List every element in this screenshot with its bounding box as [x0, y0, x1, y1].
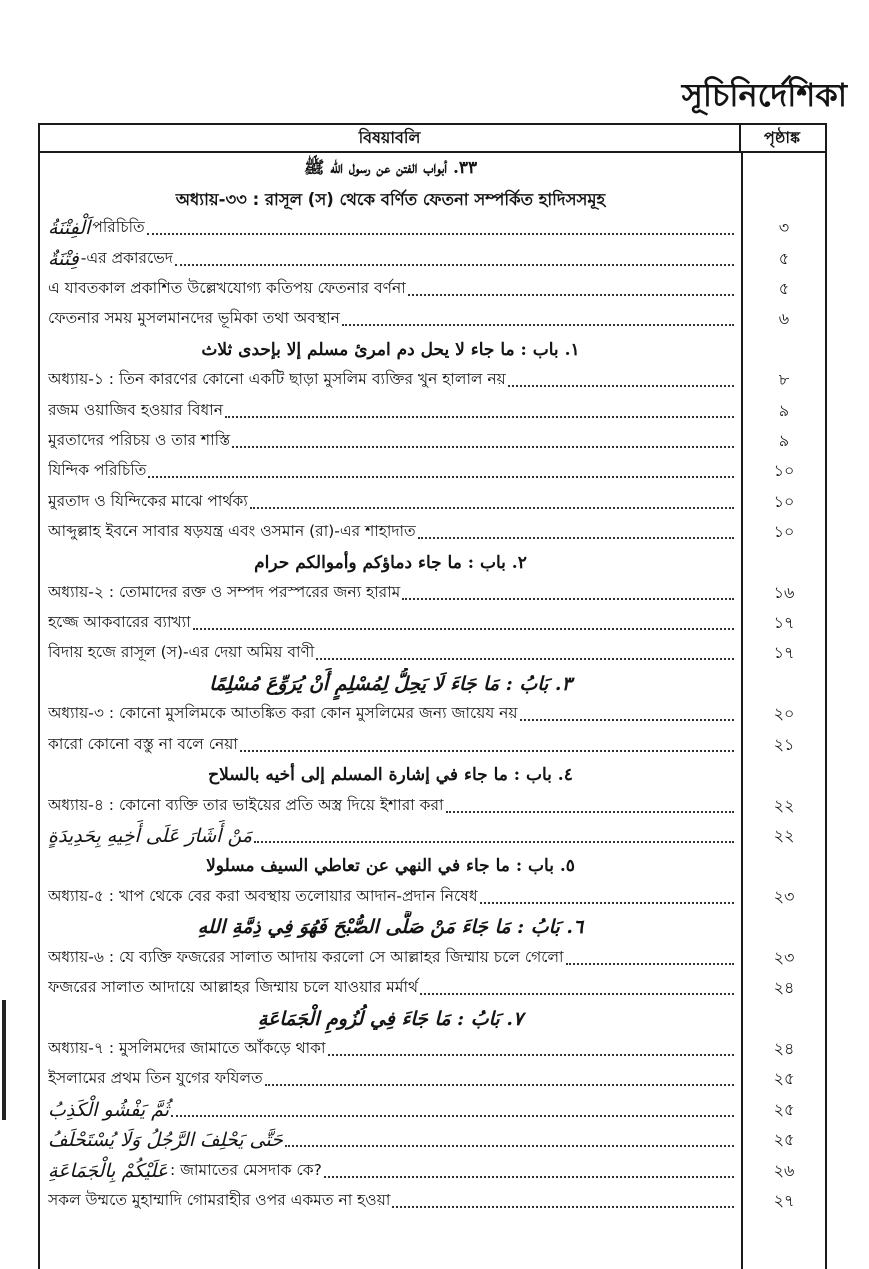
- entry-text: ثُمَّ يَفْشُو الْكَذِبُ: [48, 1099, 170, 1121]
- table-row: [40, 1155, 825, 1187]
- page-number: ২২: [773, 826, 795, 845]
- page-number: ২৪: [773, 978, 795, 997]
- table-row: [40, 790, 825, 822]
- table-row: [40, 455, 825, 487]
- dot-leader: [420, 993, 734, 995]
- entry-text: অধ্যায়-৪ : কোনো ব্যক্তি তার ভাইয়ের প্রতি অস্ত্র দিয়ে ইশারা করা: [48, 796, 444, 814]
- dot-leader: [446, 811, 734, 813]
- entry-text: -এর প্রকারভেদ: [80, 249, 173, 267]
- table-of-contents: [38, 123, 827, 1269]
- page-number: ২৩: [773, 887, 795, 906]
- entry-title: [48, 212, 738, 244]
- entry-text: হজ্জে আকবারের ব্যাখ্যা: [48, 613, 191, 631]
- table-row: [40, 881, 825, 913]
- page-number: ১০: [773, 461, 795, 480]
- entry-text: মুরতাদ ও যিন্দিকের মাঝে পার্থক্য: [48, 492, 248, 510]
- section-heading-row: [40, 547, 825, 579]
- dot-leader: [148, 476, 734, 478]
- table-row: [40, 516, 825, 548]
- section-heading: ٦. بَابُ : مَا جَاءَ مَنْ صَلَّى الصُّبْحَ فَهُوَ فِي ذِمَّةِ اللهِ: [197, 916, 584, 938]
- entry-title: [48, 395, 738, 427]
- entry-text: অধ্যায়-৭ : মুসলিমদের জামাতে আঁকড়ে থাকা: [48, 1039, 326, 1057]
- entry-text: বিদায় হজে রাসূল (স)-এর দেয়া অমিয় বাণী: [48, 643, 315, 661]
- dot-leader: [408, 294, 734, 296]
- entry-title: [48, 881, 738, 913]
- section-heading-row: [40, 1003, 825, 1035]
- page-number: ২০: [773, 704, 795, 723]
- entry-title: [48, 455, 738, 487]
- dot-leader: [250, 507, 734, 509]
- page-edge-mark: [2, 1000, 6, 1120]
- page-number: ২৪: [773, 1039, 795, 1058]
- entry-text: সকল উম্মতে মুহাম্মাদি গোমরাহীর ওপর একমত না হওয়া: [48, 1191, 391, 1209]
- table-row: [40, 607, 825, 639]
- entry-title: [48, 486, 738, 518]
- table-row: [40, 212, 825, 244]
- dot-leader: [392, 1206, 734, 1208]
- entry-title: [48, 243, 738, 275]
- section-heading-row: [40, 759, 825, 791]
- dot-leader: [418, 537, 734, 539]
- table-row: [40, 1124, 825, 1156]
- entry-title: [48, 637, 738, 669]
- table-row: [40, 364, 825, 396]
- section-heading-row: [40, 911, 825, 943]
- page-number: ৩: [778, 218, 790, 237]
- dot-leader: [324, 1176, 734, 1178]
- entry-title: [48, 1124, 738, 1156]
- arabic-term: فِتْنَةٌ: [48, 248, 79, 270]
- entry-title: [48, 303, 738, 335]
- dot-leader: [342, 324, 734, 326]
- entry-text: যিন্দিক পরিচিতি: [48, 461, 147, 479]
- page-number: ১০: [773, 492, 795, 511]
- dot-leader: [147, 233, 734, 235]
- dot-leader: [232, 446, 734, 448]
- page-number: ২৫: [773, 1100, 795, 1119]
- dot-leader: [254, 841, 734, 843]
- table-body: [40, 153, 825, 1269]
- entry-title: [48, 577, 738, 609]
- table-row: [40, 1033, 825, 1065]
- page-number: ২৭: [773, 1191, 795, 1210]
- entry-title: [48, 698, 738, 730]
- table-row: [40, 942, 825, 974]
- table-row: [40, 820, 825, 852]
- table-row: [40, 1063, 825, 1095]
- column-header-page: পৃষ্ঠাঙ্ক: [739, 125, 823, 151]
- entry-title: [48, 273, 738, 305]
- arabic-term: اَلْفِتْنَةُ: [48, 217, 91, 239]
- page-number: ৯: [778, 401, 790, 420]
- entry-title: [48, 1063, 738, 1095]
- entry-text: ফেতনার সময় মুসলমানদের ভূমিকা তথা অবস্থান: [48, 309, 340, 327]
- page-number: ২৩: [773, 948, 795, 967]
- section-heading: ٣٣. أبواب الفتن عن رسول الله ﷺ: [303, 157, 478, 178]
- table-row: [40, 486, 825, 518]
- section-heading-row: [40, 153, 825, 185]
- table-row: [40, 1185, 825, 1217]
- table-row: [40, 303, 825, 335]
- page-number: ৫: [778, 279, 790, 298]
- page-number: ২৬: [773, 1161, 795, 1180]
- entry-text: : জামাতের মেসদাক কে?: [169, 1161, 322, 1179]
- page-number: ২২: [773, 796, 795, 815]
- entry-title: [48, 1094, 738, 1126]
- entry-title: [48, 516, 738, 548]
- entry-title: [48, 1155, 738, 1187]
- entry-text: পরিচিতি: [92, 218, 145, 236]
- section-heading-row: [40, 850, 825, 882]
- page-number: ২৫: [773, 1130, 795, 1149]
- entry-text: রজম ওয়াজিব হওয়ার বিধান: [48, 401, 223, 419]
- page-number: ২১: [773, 735, 795, 754]
- dot-leader: [265, 1084, 734, 1086]
- entry-title: [48, 942, 738, 974]
- page-number: ১৭: [773, 643, 795, 662]
- table-row: [40, 425, 825, 457]
- dot-leader: [316, 658, 734, 660]
- dot-leader: [285, 1145, 734, 1147]
- entry-text: অধ্যায়-৬ : যে ব্যক্তি ফজরের সালাত আদায় করলো সে আল্লাহর জিম্মায় চলে গেলো: [48, 948, 564, 966]
- section-heading-row: [40, 668, 825, 700]
- entry-text: حَتَّى يَحْلِفَ الرَّجُلُ وَلَا يُسْتَحْلَفُ: [48, 1129, 283, 1151]
- entry-text: ইসলামের প্রথম তিন যুগের ফযিলত: [48, 1069, 263, 1087]
- entry-text: মুরতাদের পরিচয় ও তার শাস্তি: [48, 431, 231, 449]
- entry-text: ফজরের সালাত আদায়ে আল্লাহর জিম্মায় চলে যাওয়ার মর্মার্থ: [48, 978, 419, 996]
- table-row: [40, 395, 825, 427]
- dot-leader: [520, 719, 734, 721]
- dot-leader: [225, 416, 734, 418]
- dot-leader: [508, 385, 734, 387]
- table-row: [40, 273, 825, 305]
- page-number: ১০: [773, 522, 795, 541]
- page-number: ১৬: [773, 583, 795, 602]
- entry-text: مَنْ أَشَارَ عَلَى أَخِيهِ بِحَدِيدَةٍ: [48, 825, 253, 847]
- dot-leader: [175, 264, 734, 266]
- section-heading: ٢. باب : ما جاء دماؤكم وأموالكم حرام: [254, 553, 527, 573]
- page-number: ৯: [778, 431, 790, 450]
- entry-text: অধ্যায়-৩ : কোনো মুসলিমকে আতঙ্কিত করা কোন মুসলিমের জন্য জায়েয নয়: [48, 704, 518, 722]
- entry-title: [48, 364, 738, 396]
- arabic-term: عَلَيْكُمْ بِالْجَمَاعَةِ: [48, 1160, 168, 1182]
- table-row: [40, 1094, 825, 1126]
- table-row: [40, 637, 825, 669]
- entry-text: অধ্যায়-১ : তিন কারণের কোনো একটি ছাড়া মুসলিম ব্যক্তির খুন হালাল নয়: [48, 370, 506, 388]
- table-row: [40, 972, 825, 1004]
- entry-title: [48, 1185, 738, 1217]
- page-number: ২৫: [773, 1069, 795, 1088]
- dot-leader: [240, 750, 734, 752]
- entry-text: অধ্যায়-২ : তোমাদের রক্ত ও সম্পদ পরস্পরের জন্য হারাম: [48, 583, 401, 601]
- page-number: ৫: [778, 249, 790, 268]
- table-row: [40, 243, 825, 275]
- entry-text: এ যাবতকাল প্রকাশিত উল্লেখযোগ্য কতিপয় ফেতনার বর্ণনা: [48, 279, 406, 297]
- page-number: ৮: [778, 370, 790, 389]
- entry-text: কারো কোনো বস্তু না বলে নেয়া: [48, 735, 238, 753]
- column-header-subject: বিষয়াবলি: [358, 128, 421, 147]
- entry-title: [48, 1033, 738, 1065]
- page-title: সূচিনির্দেশিকা: [681, 76, 847, 114]
- entry-title: [48, 729, 738, 761]
- entry-title: [48, 820, 738, 852]
- entry-text: অধ্যায়-৫ : খাপ থেকে বের করা অবস্থায় তলোয়ার আদান-প্রদান নিষেধ: [48, 887, 478, 905]
- table-row: [40, 698, 825, 730]
- dot-leader: [193, 628, 734, 630]
- entry-title: [48, 425, 738, 457]
- dot-leader: [480, 902, 734, 904]
- section-heading: ٥. باب : ما جاء في النهي عن تعاطي السيف مسلولا: [206, 856, 575, 876]
- dot-leader: [328, 1054, 734, 1056]
- section-heading: ١. باب : ما جاء لا يحل دم امرئ مسلم إلا بإحدى ثلاث: [201, 340, 580, 360]
- entry-title: [48, 607, 738, 639]
- table-row: [40, 729, 825, 761]
- dot-leader: [402, 598, 734, 600]
- section-heading: ٧. بَابُ : مَا جَاءَ فِي لُزُومِ الْجَمَاعَةِ: [257, 1008, 524, 1030]
- section-heading: ٣. بَابُ : مَا جَاءَ لَا يَحِلُّ لِمُسْلِمٍ أَنْ يُرَوِّعَ مُسْلِمًا: [209, 673, 572, 695]
- table-header: [40, 125, 825, 153]
- entry-title: [48, 972, 738, 1004]
- section-heading: ٤. باب : ما جاء في إشارة المسلم إلى أخيه بالسلاح: [208, 765, 573, 785]
- page-number: ১৭: [773, 613, 795, 632]
- page-number: ৬: [778, 309, 790, 328]
- dot-leader: [171, 1115, 734, 1117]
- table-row: [40, 577, 825, 609]
- section-heading: অধ্যায়-৩৩ : রাসূল (স) থেকে বর্ণিত ফেতনা সম্পর্কিত হাদিসসমূহ: [175, 189, 606, 209]
- entry-text: আব্দুল্লাহ ইবনে সাবার ষড়যন্ত্র এবং ওসমান (রা)-এর শাহাদাত: [48, 522, 416, 540]
- dot-leader: [566, 963, 734, 965]
- section-heading-row: [40, 334, 825, 366]
- entry-title: [48, 790, 738, 822]
